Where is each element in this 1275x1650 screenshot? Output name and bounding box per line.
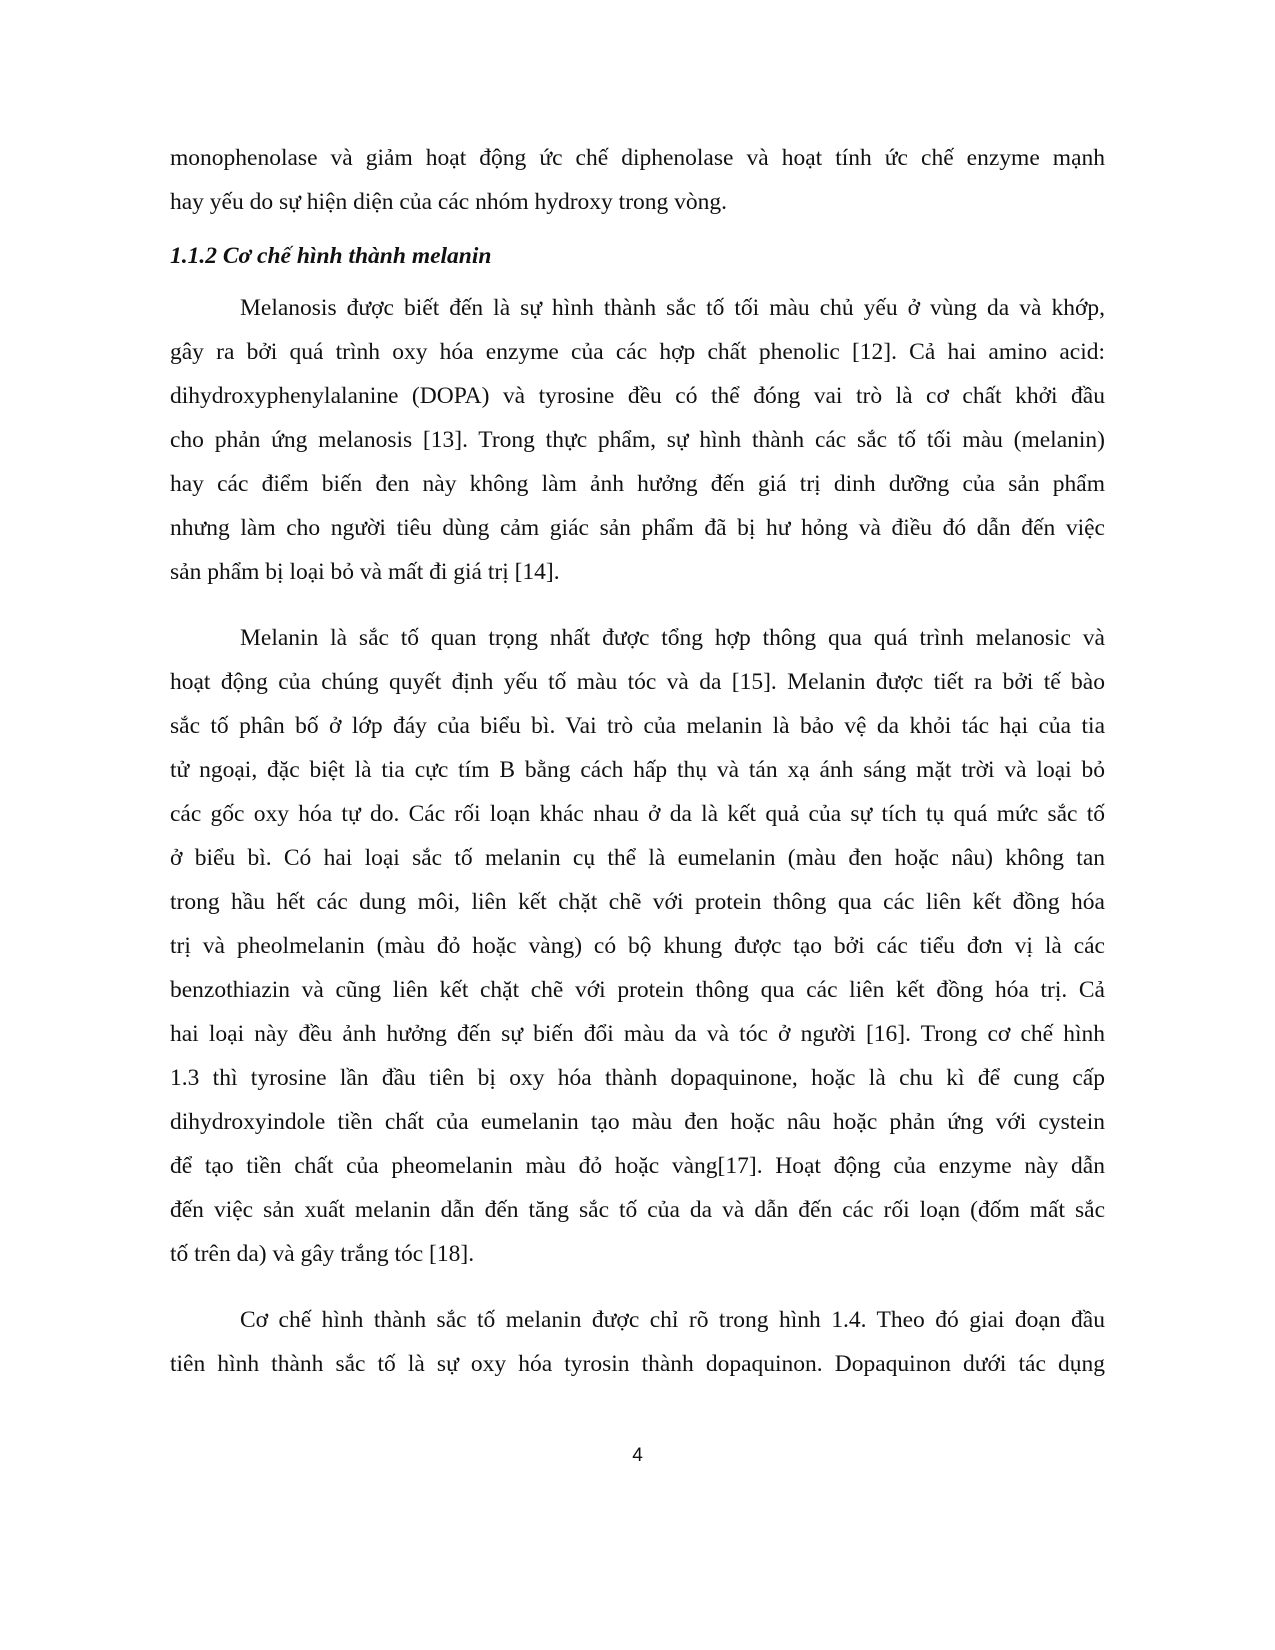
text-line: monophenolase và giảm hoạt động ức chế diphenolase và hoạt tính ức chế enzyme mạnh [170, 145, 1105, 171]
text-line: ở biểu bì. Có hai loại sắc tố melanin cụ thể là eumelanin (màu đen hoặc nâu) không tan [170, 845, 1105, 871]
text-line: 1.3 thì tyrosine lần đầu tiên bị oxy hóa thành dopaquinone, hoặc là chu kì để cung cấp [170, 1065, 1105, 1091]
text-line: cho phản ứng melanosis [13]. Trong thực phẩm, sự hình thành các sắc tố tối màu (melanin) [170, 427, 1105, 453]
text-line: benzothiazin và cũng liên kết chặt chẽ với protein thông qua các liên kết đồng hóa trị. Cả [170, 977, 1105, 1003]
paragraph-spacer [170, 594, 1105, 616]
text-line: sản phẩm bị loại bỏ và mất đi giá trị [14]. [170, 559, 560, 585]
text-line: các gốc oxy hóa tự do. Các rối loạn khác nhau ở da là kết quả của sự tích tụ quá mức sắc tố [170, 801, 1105, 827]
text-line: đến việc sản xuất melanin dẫn đến tăng sắc tố của da và dẫn đến các rối loạn (đốm mất sắc [170, 1197, 1105, 1223]
text-line: dihydroxyindole tiền chất của eumelanin tạo màu đen hoặc nâu hoặc phản ứng với cystein [170, 1109, 1105, 1135]
paragraph-melanosis [170, 286, 1105, 594]
text-line: tố trên da) và gây trắng tóc [18]. [170, 1241, 475, 1267]
text-line: tiên hình thành sắc tố là sự oxy hóa tyrosin thành dopaquinon. Dopaquinon dưới tác dụng [170, 1351, 1105, 1377]
text-line: nhưng làm cho người tiêu dùng cảm giác sản phẩm đã bị hư hỏng và điều đó dẫn đến việc [170, 515, 1105, 541]
text-line: Melanosis được biết đến là sự hình thành sắc tố tối màu chủ yếu ở vùng da và khớp, [240, 295, 1105, 321]
text-line: sắc tố phân bố ở lớp đáy của biểu bì. Vai trò của melanin là bảo vệ da khỏi tác hại của tia [170, 713, 1105, 739]
text-line: trị và pheolmelanin (màu đỏ hoặc vàng) có bộ khung được tạo bởi các tiểu đơn vị là các [170, 933, 1105, 959]
text-line: dihydroxyphenylalanine (DOPA) và tyrosine đều có thể đóng vai trò là cơ chất khởi đầu [170, 383, 1105, 409]
page-number: 4 [632, 1445, 643, 1466]
paragraph-melanin [170, 616, 1105, 1276]
text-line: hoạt động của chúng quyết định yếu tố màu tóc và da [15]. Melanin được tiết ra bởi tế bào [170, 669, 1105, 695]
text-line: hay các điểm biến đen này không làm ảnh hưởng đến giá trị dinh dưỡng của sản phẩm [170, 471, 1105, 497]
paragraph-continued [170, 136, 1105, 224]
paragraph-spacer [170, 1276, 1105, 1298]
text-line: hay yếu do sự hiện diện của các nhóm hydroxy trong vòng. [170, 189, 728, 215]
text-line: gây ra bởi quá trình oxy hóa enzyme của các hợp chất phenolic [12]. Cả hai amino acid: [170, 339, 1105, 365]
paragraph-mechanism [170, 1298, 1105, 1386]
text-line: hai loại này đều ảnh hưởng đến sự biến đổi màu da và tóc ở người [16]. Trong cơ chế hình [170, 1021, 1105, 1047]
text-line: tử ngoại, đặc biệt là tia cực tím B bằng cách hấp thụ và tán xạ ánh sáng mặt trời và loại bỏ [170, 757, 1105, 783]
section-heading: 1.1.2 Cơ chế hình thành melanin [170, 243, 492, 269]
text-line: Cơ chế hình thành sắc tố melanin được chỉ rõ trong hình 1.4. Theo đó giai đoạn đầu [240, 1307, 1105, 1333]
text-line: Melanin là sắc tố quan trọng nhất được tổng hợp thông qua quá trình melanosic và [240, 625, 1105, 651]
document-body [170, 136, 1105, 1386]
text-line: trong hầu hết các dung môi, liên kết chặt chẽ với protein thông qua các liên kết đồng hóa [170, 889, 1105, 915]
text-line: để tạo tiền chất của pheomelanin màu đỏ hoặc vàng[17]. Hoạt động của enzyme này dẫn [170, 1153, 1105, 1179]
